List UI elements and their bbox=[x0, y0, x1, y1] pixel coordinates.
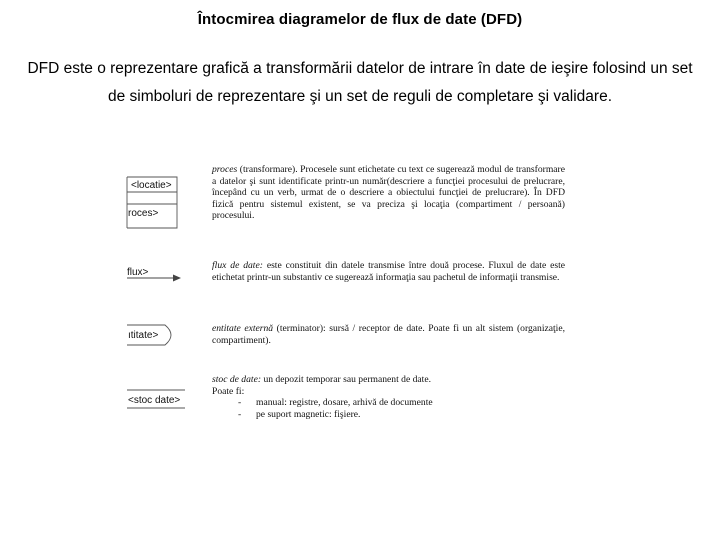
flow-symbol-label: flux> bbox=[127, 267, 149, 278]
process-term: proces bbox=[212, 164, 238, 175]
store-term: stoc de date: bbox=[212, 374, 262, 385]
flow-text: este constituit din datele transmise între două procese. Fluxul de date este etichetat printr-un substantiv ce sugerează informaţia sau pachetul de informaţii transmise. bbox=[212, 260, 565, 283]
data-store-symbol-icon bbox=[125, 388, 187, 410]
flow-term: flux de date: bbox=[212, 260, 263, 271]
process-symbol-bottom-label: roces> bbox=[128, 208, 159, 219]
entity-text: (terminator): sursă / receptor de date. Poate fi un alt sistem (organizaţie, compartiment). bbox=[212, 323, 565, 346]
process-text: Procesele sunt etichetate cu text ce sugerează modul de transformare a datelor şi sunt identificate printr-un număr(descriere a funcţiei procesului de prelucrare, începând cu un verb, urmat de o descriere a obiectului funcţiei de prelucrare). În DFD fizică pentru sistemul existent, se va preciza şi locaţia (compartiment / persoană) procesului. bbox=[212, 164, 565, 222]
flow-description bbox=[212, 260, 565, 283]
entity-description bbox=[212, 323, 565, 346]
list-item: - pe suport magnetic: fişiere. bbox=[238, 408, 361, 420]
store-text: un depozit temporar sau permanent de date. bbox=[263, 374, 431, 385]
entity-term: entitate externă bbox=[212, 323, 274, 334]
intro-paragraph: DFD este o reprezentare grafică a transformării datelor de intrare în date de ieşire folosind un set de simboluri de reprezentare şi un set de reguli de completare şi validare. bbox=[27, 60, 693, 105]
external-entity-symbol-icon bbox=[125, 323, 181, 347]
process-symbol-top-label: <locatie> bbox=[131, 180, 172, 191]
store-symbol-label: <stoc date> bbox=[128, 395, 181, 406]
process-symbol-icon bbox=[125, 176, 181, 230]
page-title: Întocmirea diagramelor de flux de date (DFD) bbox=[197, 11, 523, 28]
process-description bbox=[212, 164, 565, 222]
store-type-list bbox=[212, 397, 565, 420]
list-item: - manual: registre, dosare, arhivă de documente bbox=[238, 397, 433, 409]
process-term-note: (transformare). bbox=[239, 164, 298, 175]
store-can-be-label: Poate fi: bbox=[212, 385, 245, 397]
entity-symbol-label: ıtitate> bbox=[128, 330, 159, 341]
data-flow-arrow-icon bbox=[125, 265, 187, 283]
store-description bbox=[212, 374, 565, 420]
dfd-symbols-figure bbox=[125, 163, 570, 433]
